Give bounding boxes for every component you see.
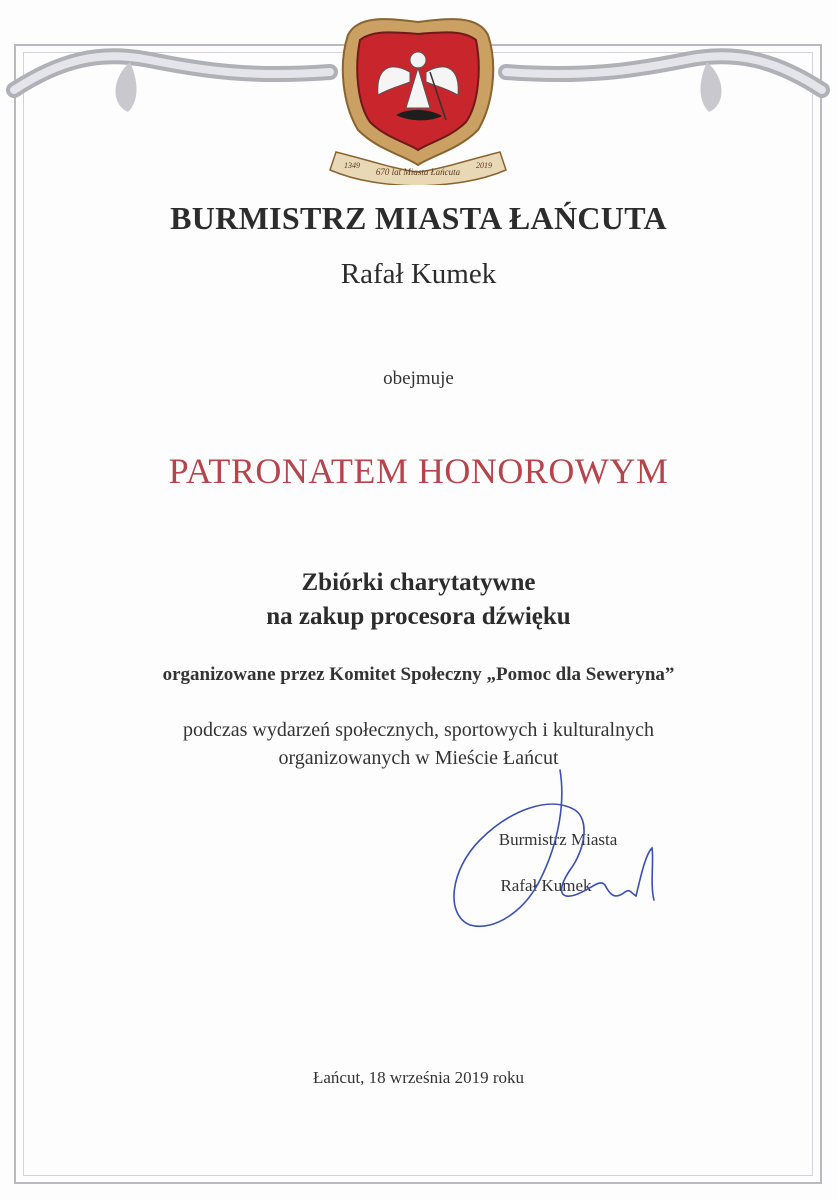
signatory-name: Rafał Kumek	[500, 876, 592, 895]
crest-banner-year-right: 2019	[476, 161, 492, 170]
subject-line-1: Zbiórki charytatywne	[301, 569, 536, 596]
city-coat-of-arms	[318, 10, 518, 185]
signatory-title: Burmistrz Miasta	[498, 830, 618, 849]
organizer-text: organizowane przez Komitet Społeczny „Pomoc dla Seweryna”	[162, 664, 675, 685]
verb-text: obejmuje	[383, 368, 454, 389]
occasion-line-2: organizowanych w Mieście Łańcut	[278, 747, 559, 769]
handwritten-signature	[440, 760, 680, 940]
crest-banner-year-left: 1349	[344, 161, 360, 170]
author-name: Rafał Kumek	[340, 258, 497, 290]
occasion-block	[0, 716, 837, 772]
crest-banner-text: 670 lat Miasta Łańcuta	[375, 167, 461, 177]
document-title: BURMISTRZ MIASTA ŁAŃCUTA	[170, 200, 667, 236]
honorary-patronage-heading: PATRONATEM HONOROWYM	[168, 451, 669, 491]
subject-line-2: na zakup procesora dźwięku	[266, 603, 571, 630]
occasion-line-1: podczas wydarzeń społecznych, sportowych i kulturalnych	[183, 719, 654, 741]
subject-block	[0, 566, 837, 634]
place-and-date: Łańcut, 18 września 2019 roku	[312, 1068, 525, 1087]
